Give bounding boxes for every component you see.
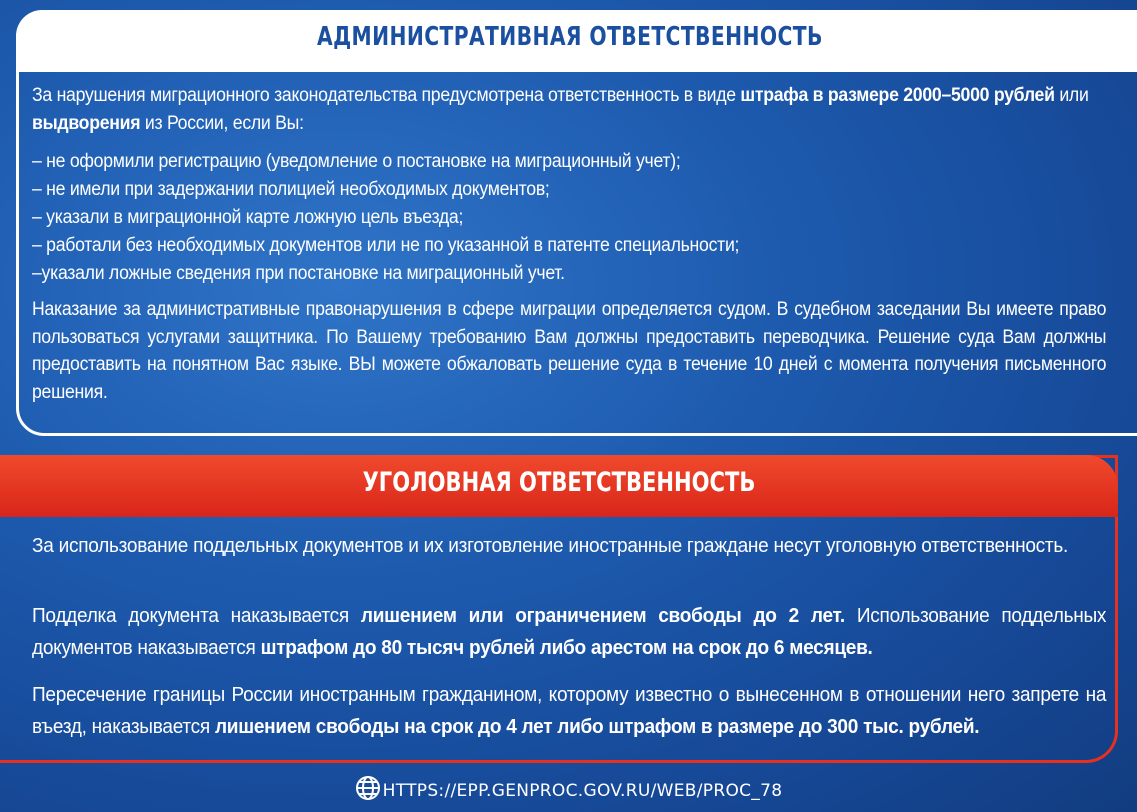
intro-text: За нарушения миграционного законодательства предусмотрена ответственность в виде [32, 85, 741, 106]
list-item: – работали без необходимых документов или не по указанной в патенте специальности; [32, 235, 740, 256]
criminal-title: УГОЛОВНАЯ ОТВЕТСТВЕННОСТЬ [362, 467, 756, 498]
violations-list [32, 148, 1106, 288]
footer [0, 775, 1137, 801]
paragraph-emphasis: лишением свободы на срок до 4 лет либо штрафом в размере до 300 тыс. рублей. [214, 715, 980, 738]
paragraph-emphasis: штрафом до 80 тысяч рублей либо арестом на срок до 6 месяцев. [260, 636, 873, 659]
list-item: – не имели при задержании полицией необходимых документов; [32, 179, 550, 200]
list-item: – указали в миграционной карте ложную цель въезда; [32, 207, 464, 228]
globe-icon [355, 775, 381, 801]
intro-fine: штрафа в размере 2000–5000 рублей [740, 85, 1055, 106]
intro-text: из России, если Вы: [140, 112, 304, 134]
source-link[interactable]: HTTPS://EPP.GENPROC.GOV.RU/WEB/PROC_78 [382, 781, 783, 801]
criminal-paragraph-1: За использование поддельных документов и их изготовление иностранные граждане несут уголовную ответственность. [32, 534, 1069, 557]
intro-expulsion: выдворения [32, 112, 141, 134]
punishment-paragraph: Наказание за административные правонарушения в сфере миграции определяется судом. В судебном заседании Вы имеете право пользоваться услугами защитника. По Вашему требованию Вам должны предоставить переводчика. Решение суда Вам должны предоставить на понятном Вас языке. ВЫ можете обжаловать решение суда в течение 10 дней с момента получения письменного решения. [32, 299, 1107, 403]
administrative-title: АДМИНИСТРАТИВНАЯ ОТВЕТСТВЕННОСТЬ [317, 22, 823, 52]
administrative-intro [32, 82, 1106, 137]
paragraph-text: Подделка документа наказывается [32, 604, 361, 627]
paragraph-text: Пересечение границы России иностранным гражданином, которому известно о вынесенном в отношении него запрете на въезд, наказывается [32, 683, 1107, 738]
paragraph-text: Использование поддельных документов наказывается [32, 604, 1107, 659]
intro-text: или [1054, 85, 1089, 106]
criminal-paragraph-2 [32, 600, 1106, 664]
criminal-paragraph-3 [32, 679, 1106, 743]
paragraph-emphasis: лишением или ограничением свободы до 2 лет. [360, 604, 845, 627]
list-item: –указали ложные сведения при постановке на миграционный учет. [32, 263, 565, 284]
list-item: – не оформили регистрацию (уведомление о постановке на миграционный учет); [32, 151, 681, 172]
